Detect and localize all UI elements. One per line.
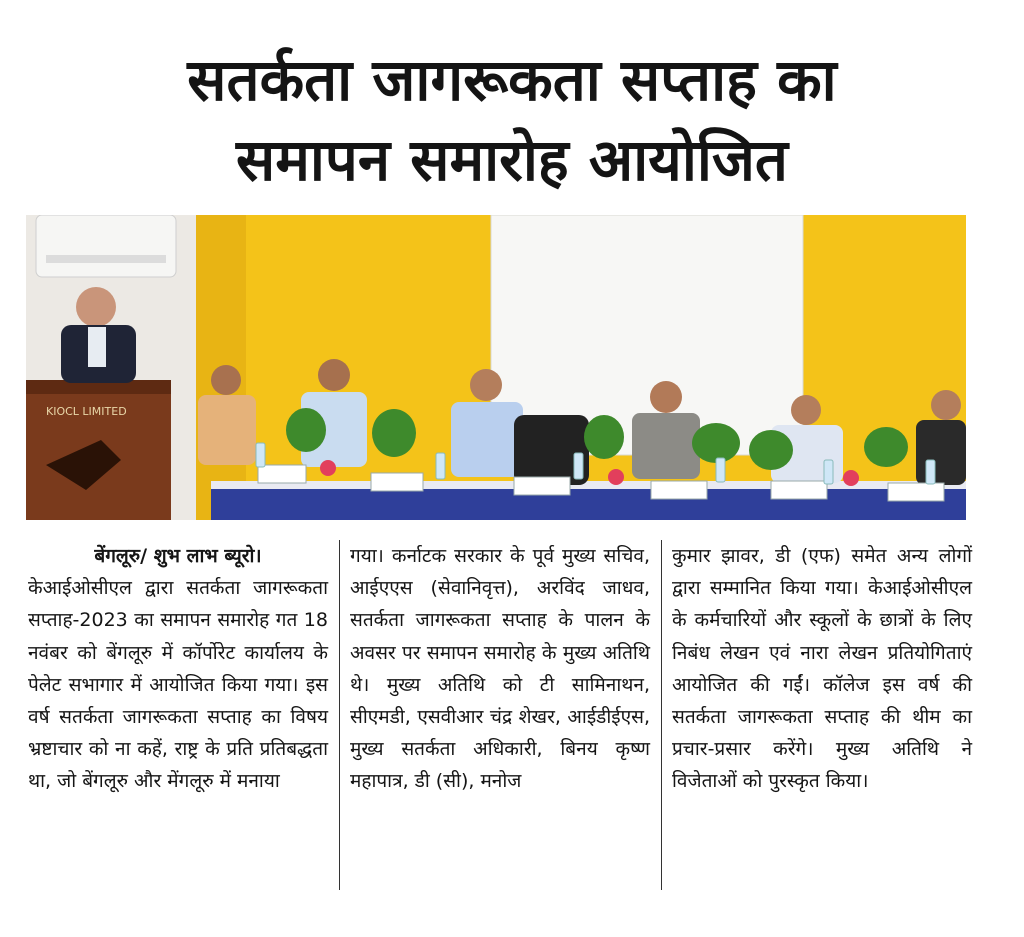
headline: [0, 40, 1024, 200]
column-rule-2: [661, 540, 662, 890]
podium-text: KIOCL LIMITED: [46, 405, 127, 418]
column-1-text: केआईओसीएल द्वारा सतर्कता जागरूकता सप्ताह-2023 का समापन समारोह गत 18 नवंबर को बेंगलूरु में कॉर्पोरेट कार्यालय के पेलेट सभागार में आयोजित किया गया। इस वर्ष सतर्कता जागरूकता सप्ताह का विषय भ्रष्टाचार को ना कहें, राष्ट्र के प्रति प्रतिबद्धता था, जो बेंगलूरु और मेंगलूरु में मनाया: [28, 577, 328, 793]
headline-line-1: सतर्कता जागरूकता सप्ताह का: [187, 46, 837, 114]
column-3-text: कुमार झावर, डी (एफ) समेत अन्य लोगों द्वारा सम्मानित किया गया। केआईओसीएल के कर्मचारियों और स्कूलों के छात्रों के लिए निबंध लेखन एवं नारा लेखन प्रतियोगिताएं आयोजित की गईं। कॉलेज इस वर्ष की सतर्कता जागरूकता सप्ताह की थीम का प्रचार-प्रसार करेंगे। मुख्य अतिथि ने विजेताओं को पुरस्कृत किया।: [672, 545, 972, 793]
headline-line-2: समापन समारोह आयोजित: [236, 126, 788, 194]
article-column-2: [350, 540, 650, 798]
article-column-3: [672, 540, 972, 798]
dateline: बेंगलूरु/ शुभ लाभ ब्यूरो।: [94, 545, 262, 567]
column-2-text: गया। कर्नाटक सरकार के पूर्व मुख्य सचिव, आईएएस (सेवानिवृत्त), अरविंद जाधव, सतर्कता जागरूकता सप्ताह के पालन के अवसर पर समापन समारोह के मुख्य अतिथि थे। मुख्य अतिथि को टी सामिनाथन, सीएमडी, एसवीआर चंद्र शेखर, आईडीईएस, मुख्य सतर्कता अधिकारी, बिनय कृष्ण महापात्र, डी (सी), मनोज: [350, 545, 650, 793]
column-rule-1: [339, 540, 340, 890]
event-photo: [26, 215, 966, 520]
article-column-1: [28, 540, 328, 798]
